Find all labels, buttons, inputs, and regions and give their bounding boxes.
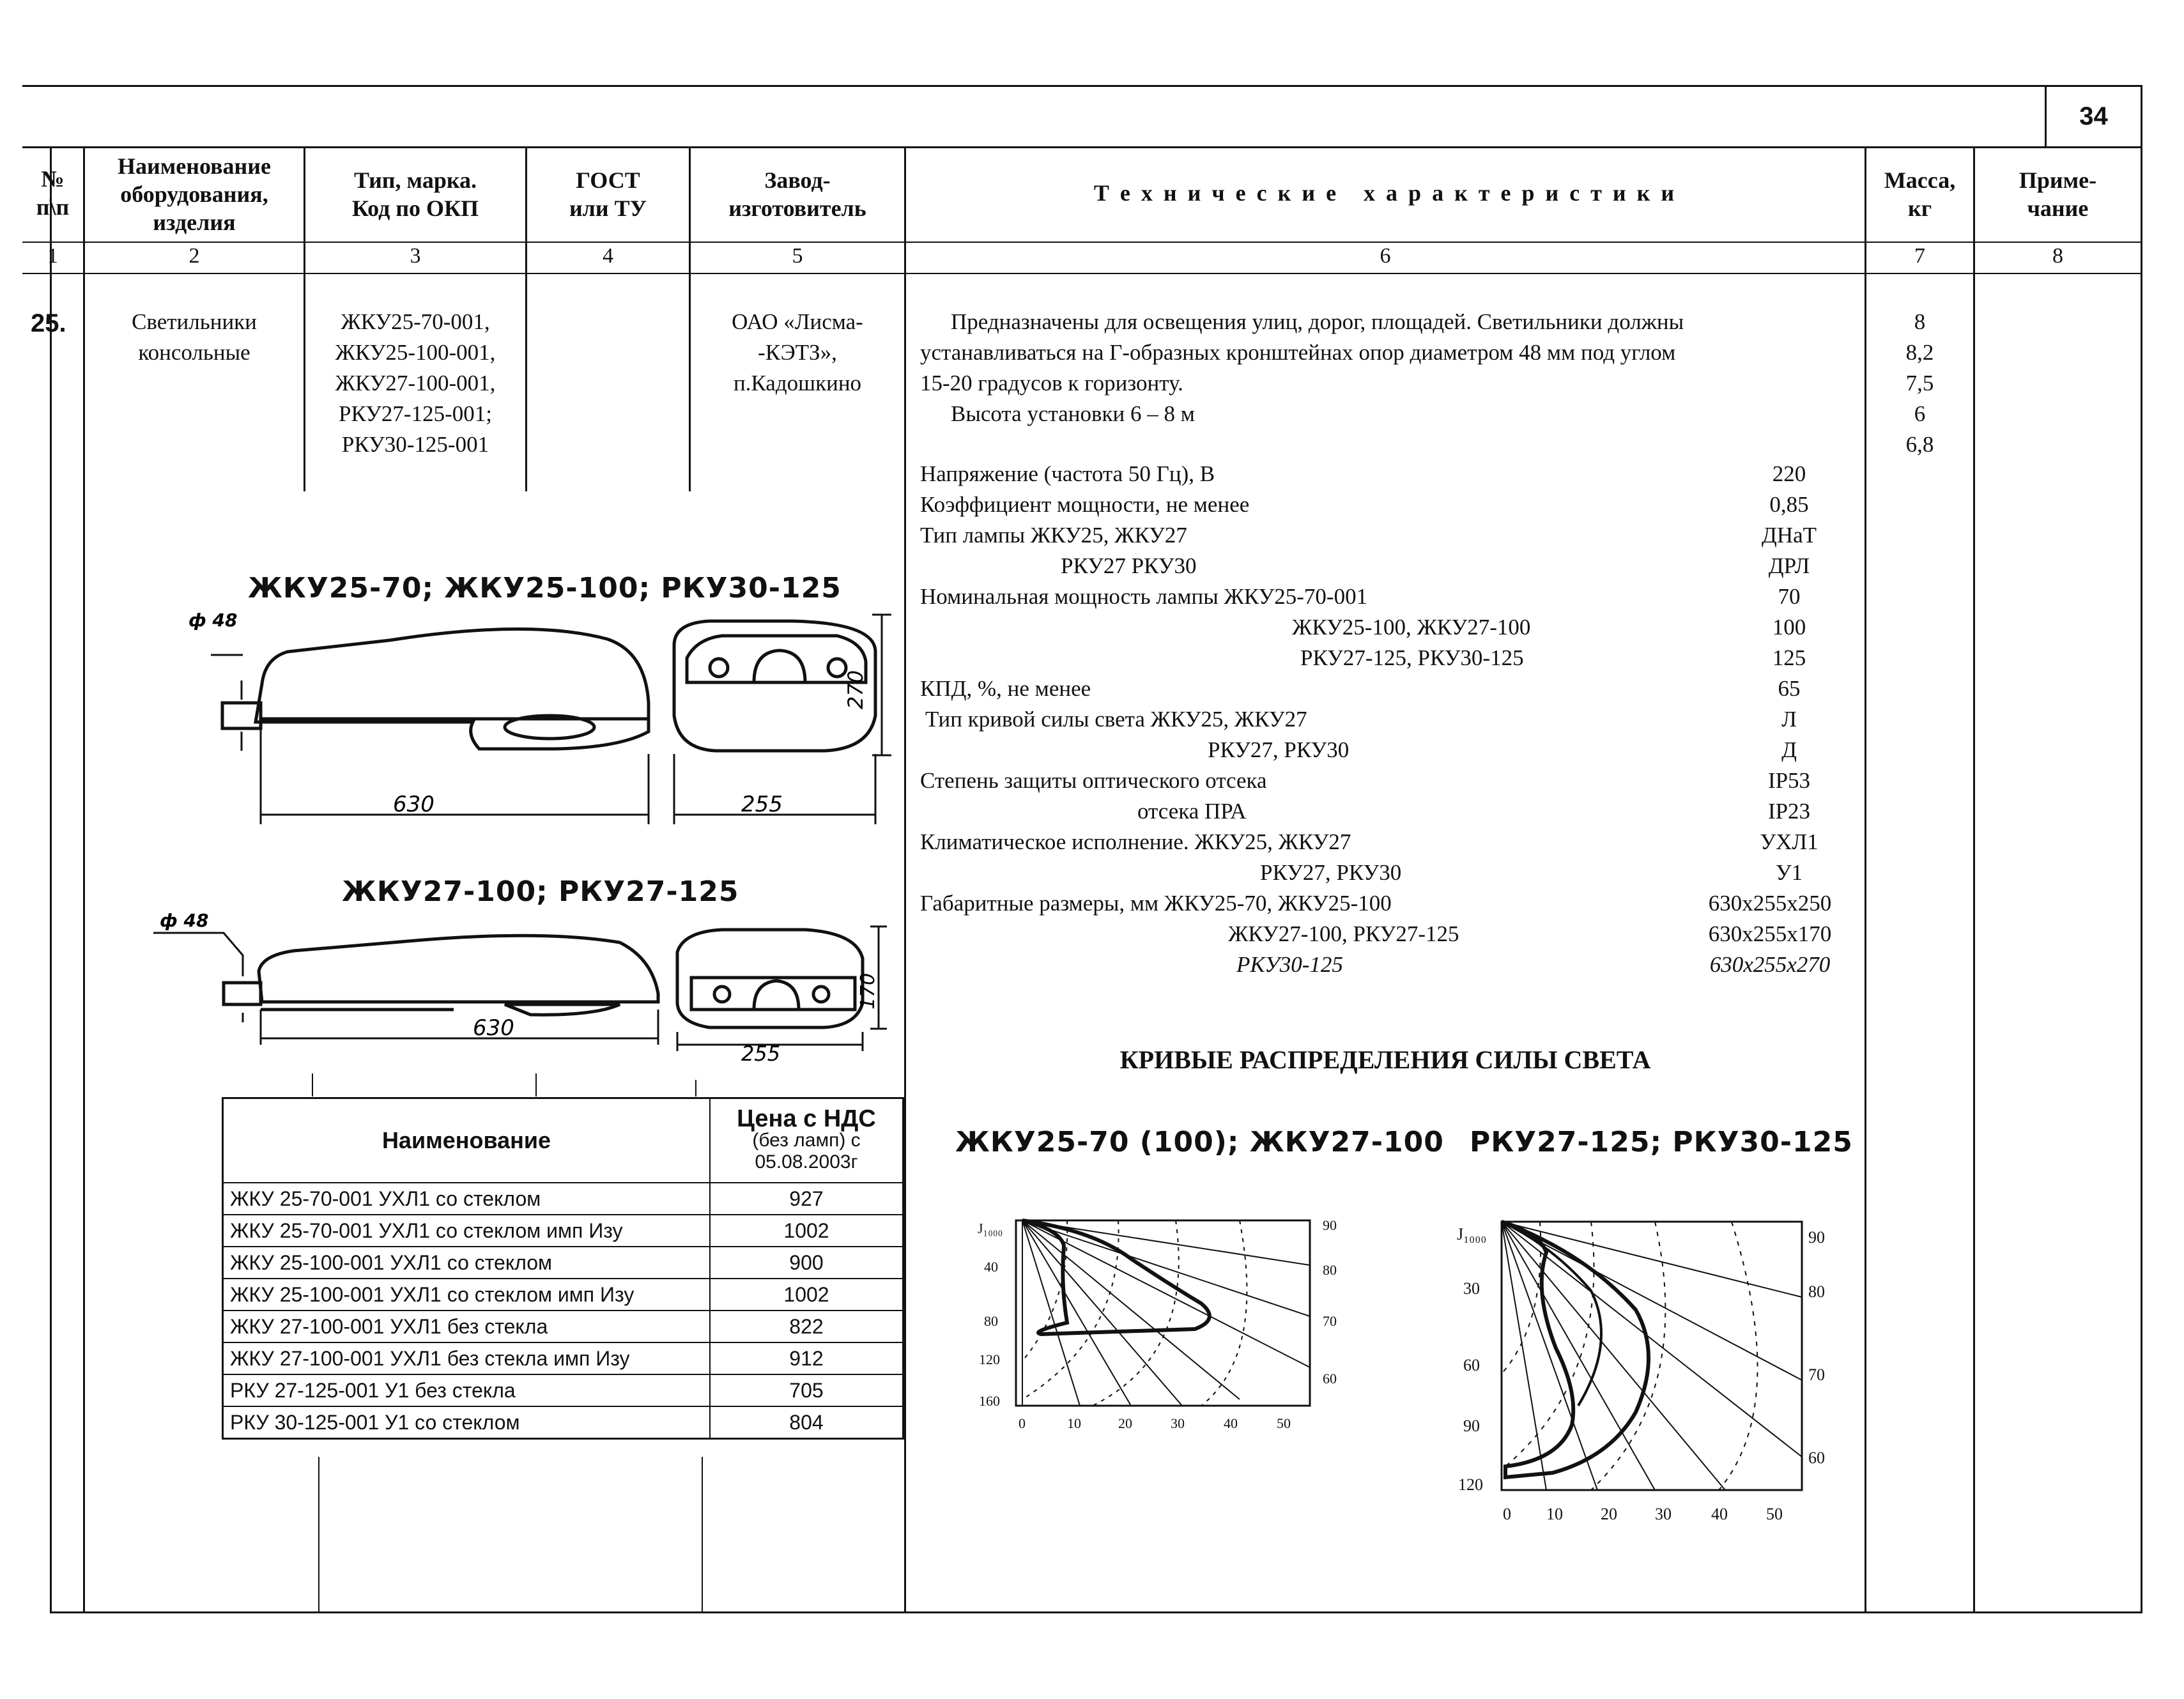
spec-value: 125	[1772, 645, 1806, 670]
spec-label: РКУ27, РКУ30	[1208, 737, 1350, 762]
price-row-name: ЖКУ 25-100-001 УХЛ1 со стеклом имп Изу	[223, 1279, 711, 1311]
spec-value: 100	[1772, 615, 1806, 640]
row-manufacturer: ОАО «Лисма- -КЭТЗ», п.Кадошкино	[732, 309, 863, 396]
price-row-name: ЖКУ 25-70-001 УХЛ1 со стеклом	[223, 1183, 711, 1215]
col-line-8	[2141, 146, 2142, 1613]
header-col8: Приме- чание	[2019, 167, 2097, 221]
table-row	[223, 1311, 904, 1342]
curve-left-angle: 70	[1323, 1313, 1337, 1329]
colnum-8: 8	[2052, 244, 2063, 268]
drawing-height-2: 170	[857, 973, 879, 1010]
drawing-len-2: 630	[473, 1015, 514, 1041]
price-row-value: 822	[710, 1311, 904, 1342]
header-col2: Наименование оборудования, изделия	[118, 153, 271, 235]
tick-3	[695, 1080, 696, 1096]
spec-label: Номинальная мощность лампы ЖКУ25-70-001	[920, 584, 1368, 609]
description-line-3: 15-20 градусов к горизонту.	[920, 371, 1183, 396]
curve-left-xtick: 30	[1171, 1415, 1185, 1431]
table-row	[223, 1342, 904, 1374]
bottom-line	[50, 1611, 2142, 1613]
spec-value: IP23	[1767, 799, 1811, 824]
curve-right-xtick: 20	[1601, 1505, 1617, 1523]
curve-right-axis-label: J₁₀₀₀	[1457, 1225, 1487, 1243]
top-rule	[22, 85, 2142, 87]
luminaire-drawing-2	[147, 907, 901, 1073]
page-number: 34	[2079, 102, 2108, 130]
col-line-0	[50, 146, 52, 1613]
colnum-5: 5	[792, 244, 803, 268]
curve-left-ytick: 40	[984, 1259, 998, 1275]
row-types: ЖКУ25-70-001, ЖКУ25-100-001, ЖКУ27-100-001, РКУ27-125-001; РКУ30-125-001	[335, 309, 496, 457]
price-row-name: ЖКУ 25-100-001 УХЛ1 со стеклом	[223, 1247, 711, 1279]
table-row	[223, 1406, 904, 1439]
spec-value: 70	[1778, 584, 1801, 609]
spec-label: РКУ30-125	[1236, 952, 1343, 977]
curve-right-xtick: 10	[1546, 1505, 1563, 1523]
spec-label: Климатическое исполнение. ЖКУ25, ЖКУ27	[920, 829, 1351, 854]
curves-title: КРИВЫЕ РАСПРЕДЕЛЕНИЯ СИЛЫ СВЕТА	[1119, 1045, 1651, 1074]
price-table	[222, 1097, 904, 1440]
colnum-2: 2	[188, 244, 200, 268]
spec-label: РКУ27-125, РКУ30-125	[1300, 645, 1524, 670]
drawing-height-1: 270	[843, 670, 868, 709]
curve-right-angle: 80	[1808, 1282, 1825, 1301]
description-line-4: Высота установки 6 – 8 м	[951, 401, 1195, 426]
spec-value: 220	[1772, 461, 1806, 486]
curve-right-xtick: 40	[1711, 1505, 1728, 1523]
spec-label: Тип лампы ЖКУ25, ЖКУ27	[920, 523, 1187, 548]
price-row-name: ЖКУ 27-100-001 УХЛ1 без стекла	[223, 1311, 711, 1342]
spec-value: Д	[1781, 737, 1797, 762]
price-row-name: РКУ 27-125-001 У1 без стекла	[223, 1374, 711, 1406]
table-row	[223, 1279, 904, 1311]
curve-left-ytick: 120	[979, 1351, 1000, 1367]
curve-right-angle: 70	[1808, 1365, 1825, 1384]
spec-value: 65	[1778, 676, 1801, 701]
row-mass: 8 8,2 7,5 6 6,8	[1905, 309, 1934, 457]
curve-right-angle: 60	[1808, 1449, 1825, 1467]
curve-right-xtick: 30	[1655, 1505, 1672, 1523]
spec-value: У1	[1775, 860, 1803, 885]
price-row-name: РКУ 30-125-001 У1 со стеклом	[223, 1406, 711, 1439]
spec-label: РКУ27 РКУ30	[1061, 553, 1197, 578]
drawing-title-1: ЖКУ25-70; ЖКУ25-100; РКУ30-125	[248, 572, 842, 604]
table-row	[223, 1247, 904, 1279]
spec-label: ЖКУ25-100, ЖКУ27-100	[1292, 615, 1531, 640]
spec-value: 0,85	[1769, 492, 1809, 517]
header-col1: № п\п	[36, 166, 70, 220]
spec-label: Тип кривой силы света ЖКУ25, ЖКУ27	[925, 707, 1307, 732]
spec-label: Напряжение (частота 50 Гц), В	[920, 461, 1215, 486]
table-row	[223, 1215, 904, 1247]
curve-left-ytick: 160	[979, 1393, 1000, 1409]
curve-right-xtick: 50	[1766, 1505, 1783, 1523]
spec-value: ДНаТ	[1761, 523, 1817, 548]
price-row-name: ЖКУ 25-70-001 УХЛ1 со стеклом имп Изу	[223, 1215, 711, 1247]
header-col5: Завод- изготовитель	[728, 167, 866, 221]
colnum-bottom-line	[22, 273, 2142, 274]
price-row-value: 1002	[710, 1215, 904, 1247]
curve-right-ytick: 60	[1463, 1356, 1480, 1374]
curve-left-xtick: 50	[1277, 1415, 1291, 1431]
drawing-title-2: ЖКУ27-100; РКУ27-125	[342, 875, 739, 908]
price-head-name: Наименование	[223, 1098, 711, 1183]
price-row-value: 900	[710, 1247, 904, 1279]
light-curve-right	[1444, 1214, 1827, 1534]
curve-left-angle: 80	[1323, 1262, 1337, 1278]
drawing-diam-1: ф 48	[188, 610, 238, 631]
spec-label: КПД, %, не менее	[920, 676, 1091, 701]
col-line-2b	[318, 1457, 319, 1613]
curve-left-axis-label: J₁₀₀₀	[978, 1220, 1003, 1236]
curves-left-title: ЖКУ25-70 (100); ЖКУ27-100	[955, 1126, 1444, 1158]
spec-value: УХЛ1	[1760, 829, 1819, 854]
header-col7: Масса, кг	[1884, 167, 1956, 221]
luminaire-drawing-1	[147, 607, 901, 850]
curve-left-xtick: 40	[1224, 1415, 1238, 1431]
price-row-value: 912	[710, 1342, 904, 1374]
colnum-1: 1	[47, 244, 58, 268]
curves-right-title: РКУ27-125; РКУ30-125	[1470, 1126, 1853, 1158]
spec-label: Габаритные размеры, мм ЖКУ25-70, ЖКУ25-100	[920, 891, 1392, 916]
drawing-diam-2: ф 48	[160, 910, 209, 931]
curve-left-angle: 90	[1323, 1217, 1337, 1233]
col-line-7	[1973, 146, 1975, 1613]
spec-value: 630x255x270	[1709, 952, 1831, 977]
colnum-6: 6	[1380, 244, 1391, 268]
spec-value: 630x255x170	[1708, 921, 1832, 946]
drawing-len-1: 630	[393, 792, 434, 817]
curve-left-ytick: 80	[984, 1313, 998, 1329]
price-head-price	[710, 1098, 904, 1183]
light-curve-left	[965, 1208, 1374, 1444]
header-bottom-line	[22, 242, 2142, 243]
header-col6: Т е х н и ч е с к и е х а р а к т е р и с т и к и	[1093, 180, 1677, 206]
header-col3: Тип, марка. Код по ОКП	[351, 167, 479, 221]
col-line-5	[904, 146, 906, 1613]
price-head-note: (без ламп) с 05.08.2003г	[752, 1130, 861, 1172]
spec-value: IP53	[1767, 768, 1811, 793]
col-line-3b	[702, 1457, 703, 1613]
price-row-value: 705	[710, 1374, 904, 1406]
spec-label: Степень защиты оптического отсека	[920, 768, 1267, 793]
drawing-width-2: 255	[741, 1042, 781, 1066]
price-table-header	[223, 1098, 904, 1183]
price-row-value: 1002	[710, 1279, 904, 1311]
spec-label: отсека ПРА	[1137, 799, 1247, 824]
colnum-7: 7	[1914, 244, 1925, 268]
header-top-line	[22, 146, 2142, 148]
price-row-name: ЖКУ 27-100-001 УХЛ1 без стекла имп Изу	[223, 1342, 711, 1374]
curve-left-xtick: 0	[1019, 1415, 1026, 1431]
header-col4: ГОСТ или ТУ	[569, 167, 647, 221]
price-row-value: 804	[710, 1406, 904, 1439]
price-row-value: 927	[710, 1183, 904, 1215]
spec-label: ЖКУ27-100, РКУ27-125	[1228, 921, 1459, 946]
table-row	[223, 1183, 904, 1215]
curve-left-xtick: 20	[1118, 1415, 1132, 1431]
spec-value: Л	[1781, 707, 1797, 732]
curve-right-ytick: 30	[1463, 1279, 1480, 1298]
tick-1	[312, 1073, 313, 1096]
row-name: Светильники консольные	[132, 309, 257, 365]
curve-right-ytick: 120	[1458, 1475, 1483, 1494]
drawing-width-1: 255	[741, 792, 783, 817]
colnum-4: 4	[603, 244, 613, 268]
spec-label: Коэффициент мощности, не менее	[920, 492, 1250, 517]
curve-left-xtick: 10	[1067, 1415, 1081, 1431]
tick-2	[535, 1073, 537, 1096]
spec-label: РКУ27, РКУ30	[1260, 860, 1402, 885]
curve-right-ytick: 90	[1463, 1417, 1480, 1435]
table-row	[223, 1374, 904, 1406]
spec-value: 630x255x250	[1708, 891, 1832, 916]
colnum-3: 3	[410, 244, 421, 268]
curve-right-xtick: 0	[1503, 1505, 1511, 1523]
row-number: 25.	[31, 309, 66, 337]
price-head-title: Цена с НДС	[737, 1105, 876, 1132]
description-line-1: Предназначены для освещения улиц, дорог, площадей. Светильники должны	[951, 309, 1684, 334]
page-number-box-right	[2141, 85, 2142, 148]
description-line-2: устанавливаться на Г-образных кронштейнах опор диаметром 48 мм под углом	[920, 340, 1676, 365]
curve-left-angle: 60	[1323, 1371, 1337, 1387]
spec-value: ДРЛ	[1768, 553, 1810, 578]
curve-right-angle: 90	[1808, 1228, 1825, 1247]
